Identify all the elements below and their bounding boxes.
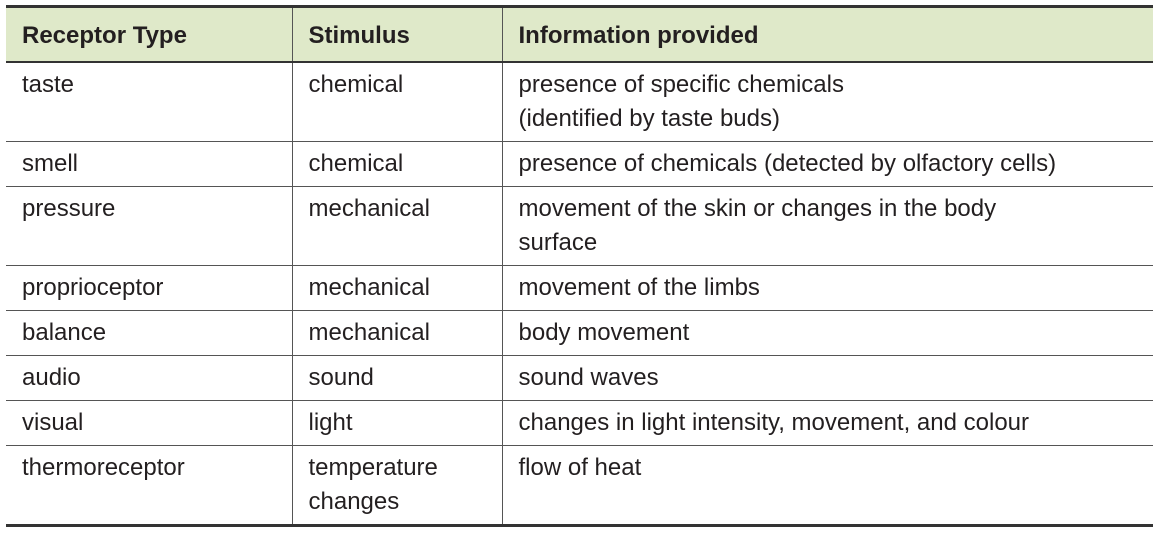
table-header	[6, 7, 1153, 63]
receptor-text: taste	[22, 71, 75, 98]
info-text: changes in light intensity, movement, and colour	[518, 409, 1030, 436]
receptor-text: smell	[22, 150, 79, 177]
info-cell	[502, 356, 1153, 401]
stimulus-cell	[292, 446, 502, 526]
table-row	[6, 142, 1153, 187]
stimulus-text: mechanical	[308, 319, 430, 346]
receptor-cell	[6, 62, 292, 142]
stimulus-text: chemical	[308, 71, 404, 98]
stimulus-cell	[292, 401, 502, 446]
stimulus-text: changes	[308, 488, 400, 515]
receptor-table-container	[6, 5, 1153, 527]
table-row	[6, 401, 1153, 446]
stimulus-cell	[292, 62, 502, 142]
table-row	[6, 446, 1153, 526]
info-cell	[502, 401, 1153, 446]
receptor-text: pressure	[22, 195, 116, 222]
header-receptor-type: Receptor Type	[6, 7, 292, 63]
info-text: body movement	[518, 319, 690, 346]
receptor-text: balance	[22, 319, 107, 346]
info-text: sound waves	[518, 364, 659, 391]
receptor-cell	[6, 446, 292, 526]
info-cell	[502, 266, 1153, 311]
info-cell	[502, 142, 1153, 187]
header-stimulus: Stimulus	[292, 7, 502, 63]
info-text: surface	[518, 229, 598, 256]
stimulus-cell	[292, 142, 502, 187]
receptor-cell	[6, 142, 292, 187]
stimulus-text: mechanical	[308, 274, 430, 301]
table-row	[6, 62, 1153, 142]
stimulus-cell	[292, 187, 502, 266]
stimulus-text: sound	[308, 364, 374, 391]
info-text: (identified by taste buds)	[518, 105, 780, 132]
receptor-text: visual	[22, 409, 84, 436]
info-text: presence of chemicals (detected by olfactory cells)	[518, 150, 1057, 177]
table-row	[6, 187, 1153, 266]
receptor-cell	[6, 401, 292, 446]
info-cell	[502, 446, 1153, 526]
receptor-text: proprioceptor	[22, 274, 164, 301]
receptor-table	[6, 5, 1153, 527]
table-row	[6, 356, 1153, 401]
info-text: movement of the skin or changes in the body	[518, 195, 997, 222]
info-text: presence of specific chemicals	[518, 71, 844, 98]
info-cell	[502, 311, 1153, 356]
info-text: flow of heat	[518, 454, 642, 481]
stimulus-cell	[292, 356, 502, 401]
header-information-provided: Information provided	[502, 7, 1153, 63]
table-row	[6, 311, 1153, 356]
stimulus-text: mechanical	[308, 195, 430, 222]
table-row	[6, 266, 1153, 311]
receptor-cell	[6, 356, 292, 401]
header-row	[6, 7, 1153, 63]
receptor-cell	[6, 311, 292, 356]
info-cell	[502, 62, 1153, 142]
info-cell	[502, 187, 1153, 266]
stimulus-cell	[292, 266, 502, 311]
receptor-text: audio	[22, 364, 81, 391]
stimulus-text: temperature	[308, 454, 438, 481]
stimulus-text: chemical	[308, 150, 404, 177]
info-text: movement of the limbs	[518, 274, 760, 301]
stimulus-cell	[292, 311, 502, 356]
stimulus-text: light	[308, 409, 353, 436]
receptor-cell	[6, 187, 292, 266]
receptor-text: thermoreceptor	[22, 454, 185, 481]
table-body	[6, 62, 1153, 526]
receptor-cell	[6, 266, 292, 311]
